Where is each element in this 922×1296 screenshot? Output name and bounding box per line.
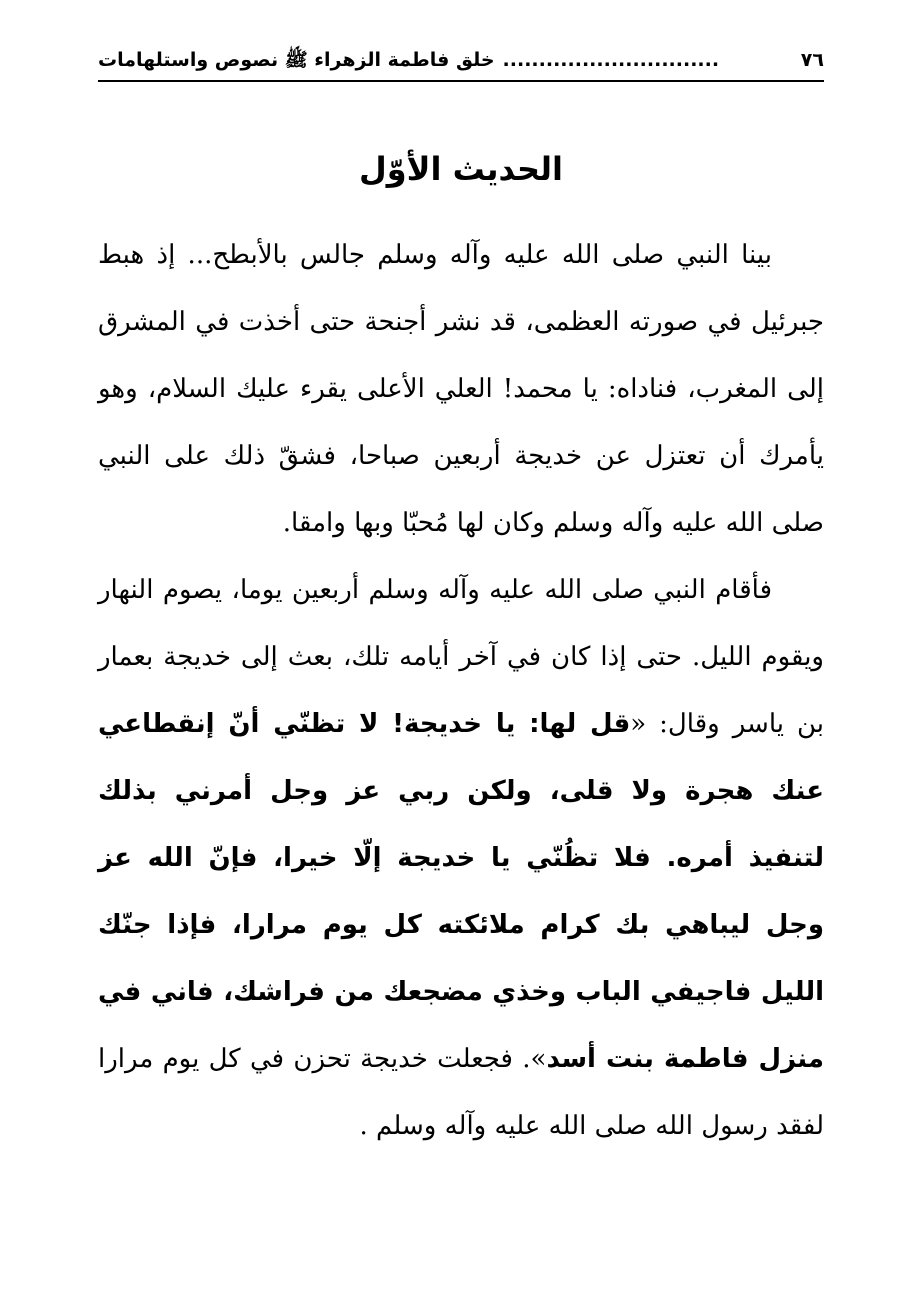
chapter-title: الحديث الأوّل <box>358 150 563 188</box>
page-number: ٧٦ <box>800 48 824 71</box>
body-text <box>98 222 824 1160</box>
paragraph-2-intro: فأقام النبي صلى الله عليه وآله وسلم أربعين يوما، يصوم النهار ويقوم الليل. حتى إذا كان في آخر أيامه تلك، بعث إلى خديجة بعمار بن ياسر وقال: « <box>98 575 825 739</box>
paragraph-2-outro: ». فجعلت خديجة تحزن في كل يوم مرارا لفقد رسول الله صلى الله عليه وآله وسلم . <box>98 1044 824 1141</box>
paragraph-1: بينا النبي صلى الله عليه وآله وسلم جالس بالأبطح... إذ هبط جبرئيل في صورته العظمى، قد نشر أجنحة حتى أخذت في المشرق إلى المغرب، فناداه: يا محمد! العلي الأعلى يقرء عليك السلام، وهو يأمرك أن تعتزل عن خديجة أربعين صباحا، فشقّ ذلك على النبي صلى الله عليه وآله وسلم وكان لها مُحبّا وبها وامقا. <box>98 240 824 538</box>
book-title: خلق فاطمة الزهراء ﷺ نصوص واستلهامات <box>98 48 495 71</box>
header-title-group <box>98 48 720 71</box>
paragraph-2 <box>98 557 824 1160</box>
quoted-message: قل لها: يا خديجة! لا تظنّي أنّ إنقطاعي عنك هجرة ولا قلى، ولكن ربي عز وجل أمرني بذلك لتنفيذ أمره. فلا تظُنّي يا خديجة إلّا خيرا، فإنّ الله عز وجل ليباهي بك كرام ملائكته كل يوم مرارا، فإذا جنّك الليل فاجيفي الباب وخذي مضجعك من فراشك، فاني في منزل فاطمة بنت أسد <box>98 709 825 1074</box>
leader-dots: .............................. <box>502 48 720 71</box>
page-header <box>98 40 824 82</box>
